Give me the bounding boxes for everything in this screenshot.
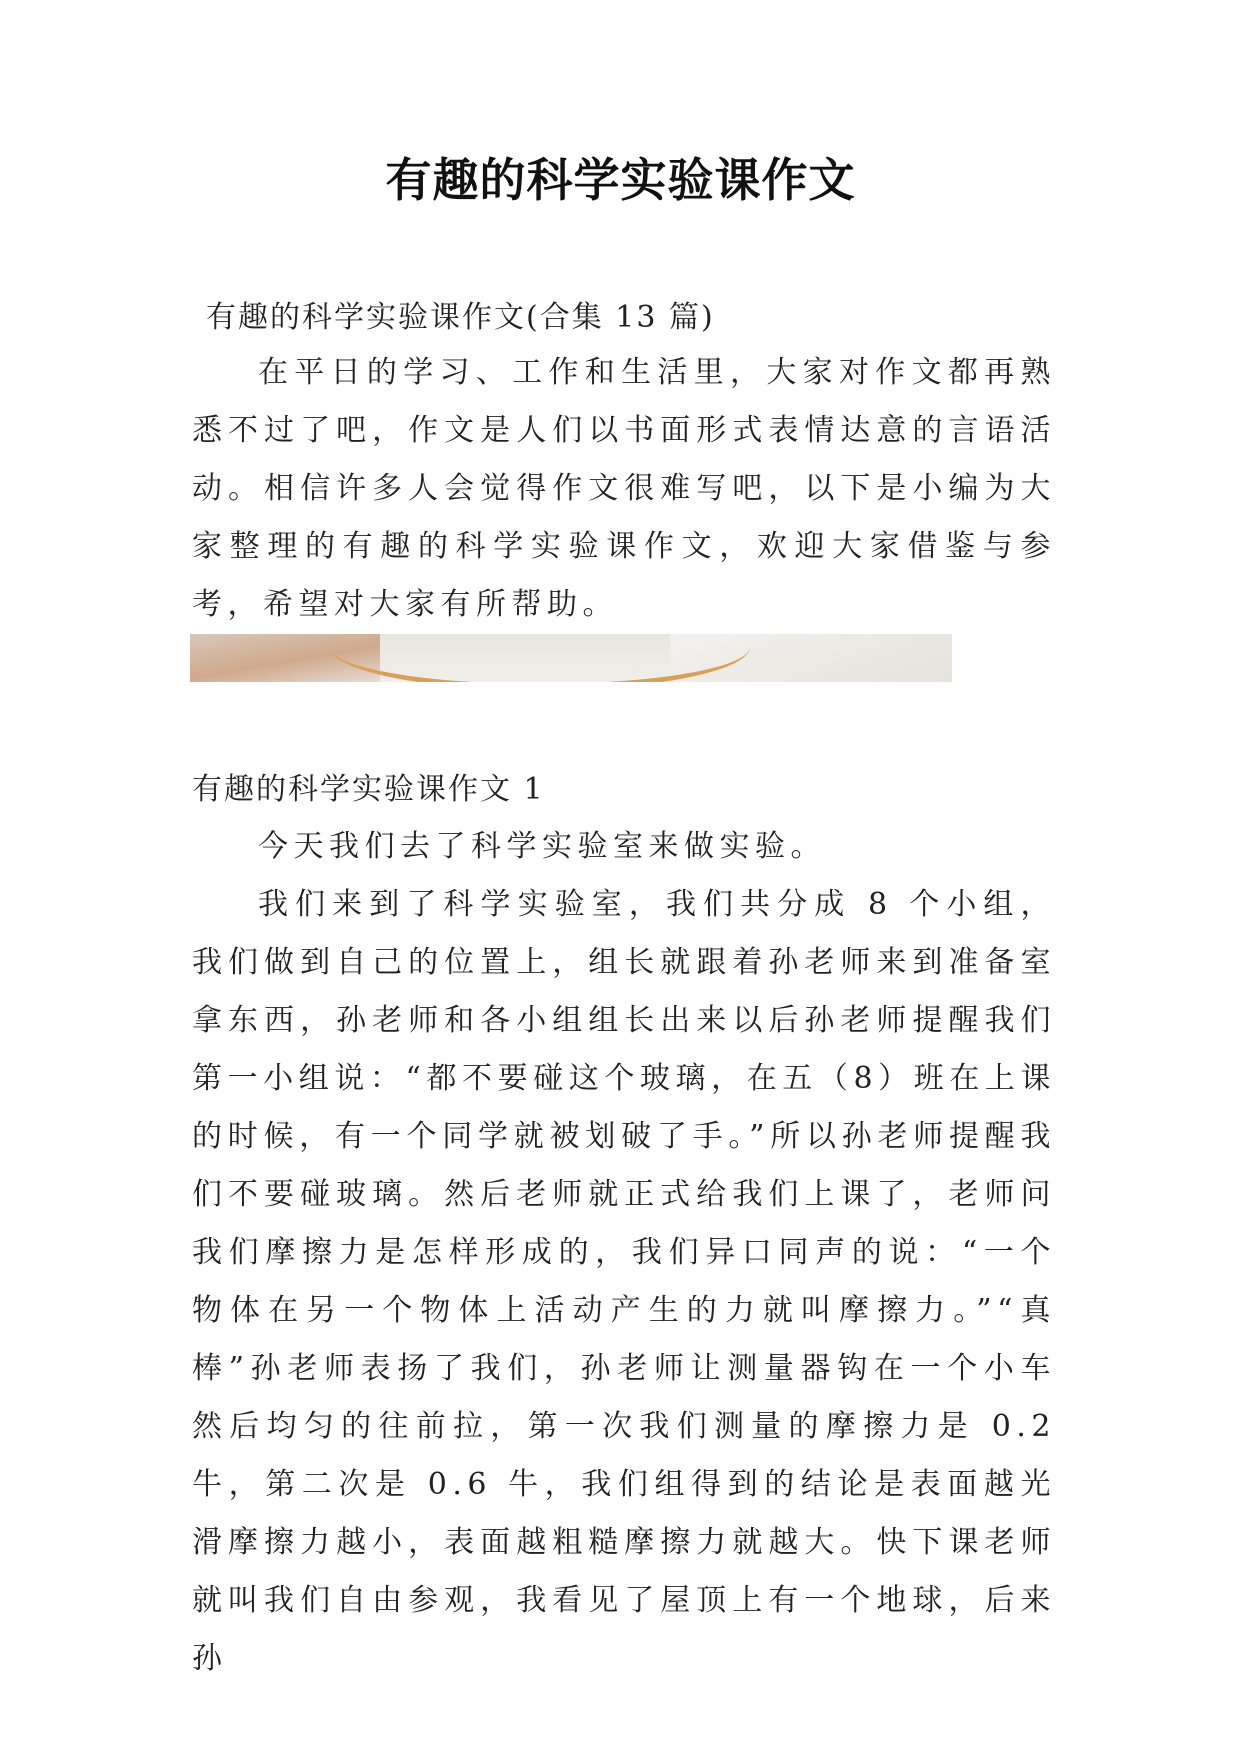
photo-curve (330, 634, 750, 682)
paragraph: 我们来到了科学实验室，我们共分成 8 个小组，我们做到自己的位置上，组长就跟着孙老师来到准备室拿东西，孙老师和各小组组长出来以后孙老师提醒我们第一小组说：“都不要碰这个玻璃，在五（8）班在上课的时候，有一个同学就被划破了手。”所以孙老师提醒我们不要碰玻璃。然后老师就正式给我们上课了，老师问我们摩擦力是怎样形成的，我们异口同声的说：“一个物体在另一个物体上活动产生的力就叫摩擦力。”“真棒”孙老师表扬了我们，孙老师让测量器钩在一个小车然后均匀的往前拉，第一次我们测量的摩擦力是 0.2 牛，第二次是 0.6 牛，我们组得到的结论是表面越光滑摩擦力越小，表面越粗糙摩擦力就越大。快下课老师就叫我们自由参观，我看见了屋顶上有一个地球，后来孙 (192, 887, 1056, 1676)
document-subtitle: 有趣的科学实验课作文(合集 13 篇) (206, 300, 715, 335)
paragraph: 今天我们去了科学实验室来做实验。 (258, 829, 826, 864)
intro-paragraph: 在平日的学习、工作和生活里，大家对作文都再熟悉不过了吧，作文是人们以书面形式表情达意的言语活动。相信许多人会觉得作文很难写吧，以下是小编为大家整理的有趣的科学实验课作文，欢迎大家借鉴与参考，希望对大家有所帮助。 (192, 355, 1056, 622)
cropped-photo (190, 634, 952, 682)
section-heading: 有趣的科学实验课作文 1 (192, 772, 545, 807)
document-title: 有趣的科学实验课作文 (385, 153, 856, 207)
